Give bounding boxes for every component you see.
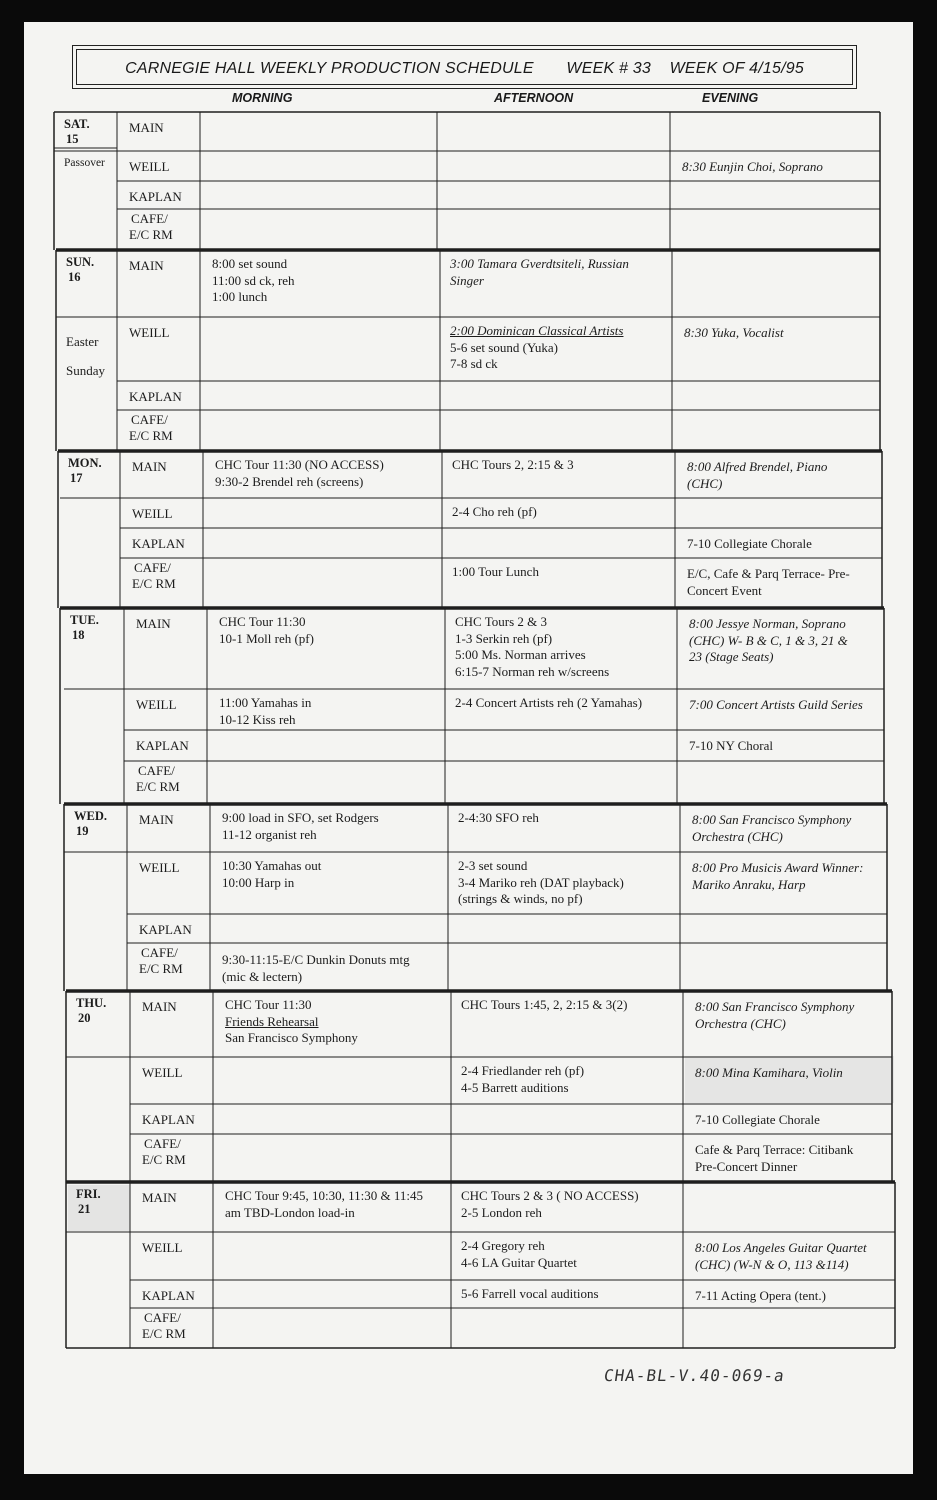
morning-entry: Friends Rehearsal [225, 1013, 319, 1029]
morning-entry: (mic & lectern) [222, 968, 303, 984]
morning-entry: 11:00 sd ck, reh [212, 272, 295, 288]
afternoon-entry: 1:00 Tour Lunch [452, 564, 539, 579]
evening-entry: Concert Event [687, 582, 762, 598]
room-label: MAIN [142, 999, 177, 1014]
room-label: MAIN [129, 258, 164, 273]
room-label: WEILL [129, 159, 170, 174]
evening-entry: 7-10 Collegiate Chorale [687, 536, 812, 551]
morning-entry: CHC Tour 9:45, 10:30, 11:30 & 11:45 [225, 1188, 423, 1203]
afternoon-entry: 2-5 London reh [461, 1204, 542, 1220]
room-label: WEILL [139, 860, 180, 875]
afternoon-entry: CHC Tours 2 & 3 ( NO ACCESS) [461, 1188, 639, 1203]
room-label: MAIN [139, 812, 174, 827]
room-label: WEILL [142, 1065, 183, 1080]
evening-entry: E/C, Cafe & Parq Terrace- Pre- [687, 566, 850, 581]
header-box [72, 45, 857, 89]
evening-entry: 8:00 Jessye Norman, Soprano [689, 616, 846, 631]
day-label: THU. [76, 996, 107, 1010]
room-label: WEILL [142, 1240, 183, 1255]
morning-entry: 10:30 Yamahas out [222, 858, 322, 873]
room-label: MAIN [132, 459, 167, 474]
evening-entry: 7-10 NY Choral [689, 738, 774, 753]
room-label: E/C RM [129, 428, 173, 443]
room-label: E/C RM [139, 961, 183, 976]
morning-entry: 11-12 organist reh [222, 826, 317, 842]
afternoon-entry: 5:00 Ms. Norman arrives [455, 647, 586, 662]
room-label: KAPLAN [139, 922, 192, 937]
day-date: 21 [78, 1202, 91, 1216]
afternoon-entry: 4-6 LA Guitar Quartet [461, 1254, 577, 1270]
room-label: E/C RM [142, 1326, 186, 1341]
afternoon-entry: Singer [450, 272, 484, 288]
afternoon-entry: 5-6 set sound (Yuka) [450, 339, 558, 355]
room-label: KAPLAN [136, 738, 189, 753]
morning-entry: 10:00 Harp in [222, 874, 295, 890]
day-date: 20 [78, 1011, 91, 1025]
afternoon-entry: 5-6 Farrell vocal auditions [461, 1286, 599, 1301]
evening-entry: 8:00 Mina Kamihara, Violin [695, 1065, 843, 1080]
morning-entry: 11:00 Yamahas in [219, 695, 312, 710]
morning-entry: 10-1 Moll reh (pf) [219, 630, 314, 646]
evening-entry: Pre-Concert Dinner [695, 1158, 798, 1174]
day-label: WED. [74, 809, 107, 823]
day-date: 17 [70, 471, 83, 485]
day-label: TUE. [70, 613, 99, 627]
week-number: WEEK # 33 [566, 60, 651, 77]
day-label: FRI. [76, 1187, 101, 1201]
evening-entry: 8:00 San Francisco Symphony [695, 999, 855, 1014]
evening-entry: Orchestra (CHC) [695, 1015, 786, 1031]
day-label: SAT. [64, 117, 90, 131]
afternoon-entry: 1-3 Serkin reh (pf) [455, 630, 553, 646]
morning-entry: San Francisco Symphony [225, 1030, 358, 1045]
afternoon-entry: 2-3 set sound [458, 858, 528, 873]
afternoon-entry: 4-5 Barrett auditions [461, 1079, 569, 1095]
day-date: 19 [76, 824, 89, 838]
afternoon-entry: 3-4 Mariko reh (DAT playback) [458, 874, 624, 890]
room-label: E/C RM [136, 779, 180, 794]
afternoon-entry: CHC Tours 1:45, 2, 2:15 & 3(2) [461, 997, 628, 1012]
week-of: WEEK OF 4/15/95 [669, 60, 804, 77]
column-header-evening: EVENING [702, 91, 759, 105]
morning-entry: 9:30-11:15-E/C Dunkin Donuts mtg [222, 952, 410, 967]
room-label: WEILL [132, 506, 173, 521]
room-label-cafe: CAFE/ [131, 412, 168, 427]
room-label: KAPLAN [129, 389, 182, 404]
afternoon-entry: 6:15-7 Norman reh w/screens [455, 663, 610, 679]
room-label: E/C RM [142, 1152, 186, 1167]
evening-entry: Cafe & Parq Terrace: Citibank [695, 1142, 854, 1157]
evening-entry: 8:30 Yuka, Vocalist [684, 325, 784, 340]
afternoon-entry: CHC Tours 2 & 3 [455, 614, 548, 629]
morning-entry: 10-12 Kiss reh [219, 711, 296, 727]
evening-entry: 7-10 Collegiate Chorale [695, 1112, 820, 1127]
evening-entry: 8:00 Los Angeles Guitar Quartet [695, 1240, 867, 1255]
morning-entry: CHC Tour 11:30 (NO ACCESS) [215, 457, 384, 472]
room-label: KAPLAN [132, 536, 185, 551]
day-label: SUN. [66, 255, 95, 269]
afternoon-entry: 2-4 Cho reh (pf) [452, 504, 537, 519]
evening-entry: 8:30 Eunjin Choi, Soprano [682, 159, 823, 174]
room-label: WEILL [129, 325, 170, 340]
column-header-afternoon: AFTERNOON [494, 91, 574, 105]
room-label: MAIN [136, 616, 171, 631]
schedule-title: CARNEGIE HALL WEEKLY PRODUCTION SCHEDULE [125, 60, 534, 77]
room-label-cafe: CAFE/ [144, 1136, 181, 1151]
evening-entry: 8:00 Alfred Brendel, Piano [687, 459, 828, 474]
evening-entry: 7:00 Concert Artists Guild Series [689, 697, 863, 712]
evening-entry: 7-11 Acting Opera (tent.) [695, 1288, 826, 1303]
afternoon-entry: CHC Tours 2, 2:15 & 3 [452, 457, 574, 472]
afternoon-entry: 7-8 sd ck [450, 356, 498, 371]
morning-entry: CHC Tour 11:30 [225, 997, 312, 1012]
evening-entry: (CHC) [687, 475, 723, 491]
room-label: E/C RM [129, 227, 173, 242]
evening-entry: 23 (Stage Seats) [689, 649, 774, 664]
day-note: Easter Sunday [66, 334, 105, 378]
room-label: KAPLAN [142, 1112, 195, 1127]
day-label: MON. [68, 456, 102, 470]
day-date: 16 [68, 270, 81, 284]
room-label: MAIN [142, 1190, 177, 1205]
evening-entry: Orchestra (CHC) [692, 828, 783, 844]
room-label-cafe: CAFE/ [138, 763, 175, 778]
afternoon-entry: (strings & winds, no pf) [458, 891, 583, 906]
day-note: Passover [64, 157, 105, 169]
afternoon-entry: 2-4:30 SFO reh [458, 810, 539, 825]
morning-entry: 9:00 load in SFO, set Rodgers [222, 810, 379, 825]
afternoon-entry: 3:00 Tamara Gverdtsiteli, Russian [450, 256, 629, 271]
room-label: MAIN [129, 120, 164, 135]
room-label-cafe: CAFE/ [134, 560, 171, 575]
archive-code: CHA-BL-V.40-069-a [602, 1366, 787, 1385]
page-title [73, 60, 856, 78]
room-label: WEILL [136, 697, 177, 712]
morning-entry: CHC Tour 11:30 [219, 614, 306, 629]
morning-entry: 9:30-2 Brendel reh (screens) [215, 473, 364, 489]
room-label: E/C RM [132, 576, 176, 591]
afternoon-entry: 2-4 Gregory reh [461, 1238, 545, 1253]
day-date: 18 [72, 628, 85, 642]
afternoon-entry: 2-4 Friedlander reh (pf) [461, 1063, 585, 1078]
afternoon-entry: 2:00 Dominican Classical Artists [450, 323, 624, 338]
room-label: KAPLAN [142, 1288, 195, 1303]
evening-entry: (CHC) W- B & C, 1 & 3, 21 & [689, 632, 848, 648]
evening-entry: 8:00 San Francisco Symphony [692, 812, 852, 827]
day-date: 15 [66, 132, 79, 146]
room-label-cafe: CAFE/ [144, 1310, 181, 1325]
room-label-cafe: CAFE/ [131, 211, 168, 226]
evening-entry: (CHC) (W-N & O, 113 &114) [695, 1256, 849, 1272]
column-header-morning: MORNING [232, 91, 293, 105]
evening-entry: 8:00 Pro Musicis Award Winner: [692, 860, 864, 875]
room-label-cafe: CAFE/ [141, 945, 178, 960]
room-label: KAPLAN [129, 189, 182, 204]
morning-entry: 8:00 set sound [212, 256, 288, 271]
afternoon-entry: 2-4 Concert Artists reh (2 Yamahas) [455, 695, 643, 710]
morning-entry: 1:00 lunch [212, 289, 268, 304]
morning-entry: am TBD-London load-in [225, 1204, 355, 1220]
evening-entry: Mariko Anraku, Harp [692, 876, 806, 892]
